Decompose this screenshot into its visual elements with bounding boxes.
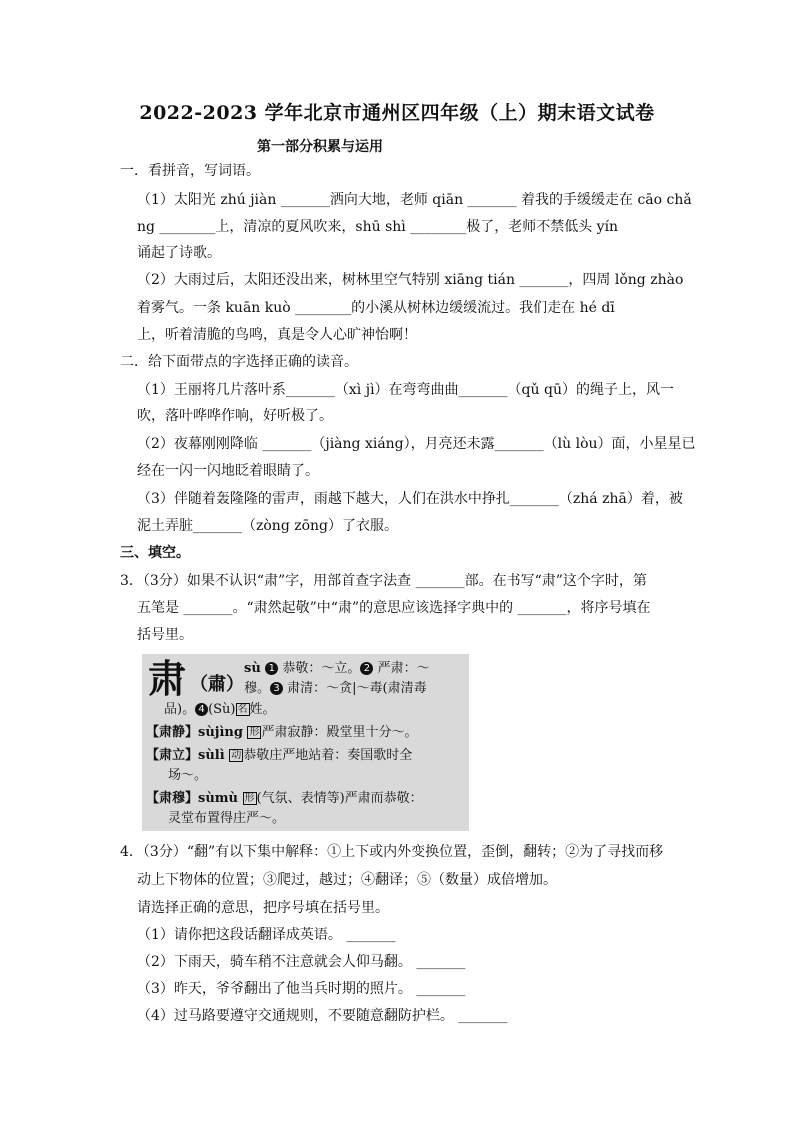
dict-word-line bbox=[146, 747, 412, 765]
dict-text: 穆。 bbox=[244, 681, 271, 696]
pos-tag-icon: 动 bbox=[231, 750, 242, 761]
question-line: （2）夜幕刚刚降临 _______（jiàng xiáng），月亮还未露_______（lù lòu）面，小星星已 bbox=[137, 436, 696, 452]
question-line: （4）过马路要遵守交通规则，不要随意翻防护栏。 _______ bbox=[137, 1008, 508, 1024]
question-line: 五笔是 _______。“肃然起敬”中“肃”的意思应该选择字典中的 _______，将序号填在 bbox=[137, 600, 651, 616]
sense-number-badge: 1 bbox=[265, 662, 278, 675]
dict-text: 品)。 bbox=[164, 702, 196, 717]
sense-number-badge: 3 bbox=[270, 682, 283, 695]
dict-text: (Sù) bbox=[208, 702, 236, 717]
question-line: （2）下雨天，骑车稍不注意就会人仰马翻。 _______ bbox=[137, 954, 466, 970]
dict-word-line bbox=[146, 790, 423, 808]
dict-word-line: 场～。 bbox=[168, 768, 208, 783]
dict-text: 恭敬庄严地站着：奏国歌时全 bbox=[243, 748, 413, 763]
dict-traditional: （肅） bbox=[190, 674, 244, 695]
dict-word-head: 【肃穆】sùmù bbox=[146, 791, 243, 806]
dict-sense-line bbox=[164, 701, 276, 719]
question-line: 请选择正确的意思，把序号填在括号里。 bbox=[137, 900, 389, 916]
question-line: （2）大雨过后，太阳还没出来，树林里空气特别 xiāng tián _______，四周 lǒng zhào bbox=[137, 272, 684, 288]
question-line: 泥土弄脏_______（zòng zōng）了衣服。 bbox=[137, 518, 399, 534]
dict-word-head: 【肃立】sùlì bbox=[146, 748, 230, 763]
pos-tag-icon: 名 bbox=[237, 704, 248, 715]
dict-text: 严肃寂静：殿堂里十分～。 bbox=[261, 725, 418, 740]
section-heading: 二．给下面带点的字选择正确的读音。 bbox=[120, 354, 358, 370]
dict-headword: 肃 bbox=[148, 656, 187, 701]
section-heading: 一．看拼音，写词语。 bbox=[120, 163, 260, 179]
question-line: 经在一闪一闪地眨着眼睛了。 bbox=[137, 463, 319, 479]
question-line: 3．（3分）如果不认识“肃”字，用部首查字法查 _______部。在书写“肃”这个字时，第 bbox=[120, 573, 647, 589]
question-line: 吹，落叶哗哗作响，好听极了。 bbox=[137, 408, 333, 424]
page-title: 2022-2023 学年北京市通州区四年级（上）期末语文试卷 bbox=[139, 102, 655, 124]
question-line: （1）太阳光 zhú jiàn _______洒向大地，老师 qiān _______ 着我的手缓缓走在 cāo chǎ bbox=[137, 192, 692, 208]
pos-tag-icon: 形 bbox=[244, 793, 255, 804]
pos-tag-icon: 形 bbox=[249, 727, 260, 738]
question-line: （3）昨天，爷爷翻出了他当兵时期的照片。 _______ bbox=[137, 981, 466, 997]
dict-text: 肃清：～贪|～毒(肃清毒 bbox=[283, 681, 427, 696]
dict-word-line bbox=[146, 724, 418, 742]
question-line: （3）伴随着轰隆隆的雷声，雨越下越大，人们在洪水中挣扎_______（zhá zhā）着，被 bbox=[137, 491, 683, 507]
sense-number-badge: 4 bbox=[195, 703, 208, 716]
dict-sense-line bbox=[244, 660, 430, 678]
dict-text: 姓。 bbox=[249, 702, 276, 717]
question-line: ng ________上，清凉的夏风吹来，shū shì ________极了，老师不禁低头 yín bbox=[137, 219, 619, 235]
section-heading: 三、填空。 bbox=[120, 545, 190, 561]
question-line: 诵起了诗歌。 bbox=[137, 245, 221, 261]
dict-text: 严肃：～ bbox=[373, 661, 430, 676]
question-line: 动上下物体的位置；③爬过，越过；④翻译；⑤（数量）成倍增加。 bbox=[137, 872, 557, 888]
dict-word-line: 灵堂布置得庄严～。 bbox=[168, 811, 286, 826]
dict-sense-line bbox=[244, 680, 427, 698]
dict-text: (气氛、表情等)严肃而恭敬： bbox=[256, 791, 423, 806]
question-line: 4．（3分）“翻”有以下集中解释：①上下或内外变换位置，歪倒，翻转；②为了寻找而移 bbox=[120, 844, 664, 860]
question-line: 着雾气。一条 kuān kuò ________的小溪从树林边缓缓流过。我们走在 hé dī bbox=[137, 300, 615, 316]
question-line: 括号里。 bbox=[137, 627, 193, 643]
dict-text: 恭敬：～立。 bbox=[278, 661, 361, 676]
dictionary-entry-image bbox=[142, 654, 469, 831]
question-line: （1）王丽将几片落叶系_______（xì jì）在弯弯曲曲_______（qǔ qū）的绳子上，风一 bbox=[137, 382, 674, 398]
sense-number-badge: 2 bbox=[360, 662, 373, 675]
dict-word-head: 【肃静】sùjìng bbox=[146, 725, 248, 740]
section-subtitle: 第一部分积累与运用 bbox=[257, 139, 383, 155]
question-line: 上，听着清脆的鸟鸣，真是令人心旷神怡啊！ bbox=[137, 327, 417, 343]
question-line: （1）请你把这段话翻译成英语。 _______ bbox=[137, 927, 396, 943]
dict-pinyin: sù bbox=[244, 661, 266, 676]
